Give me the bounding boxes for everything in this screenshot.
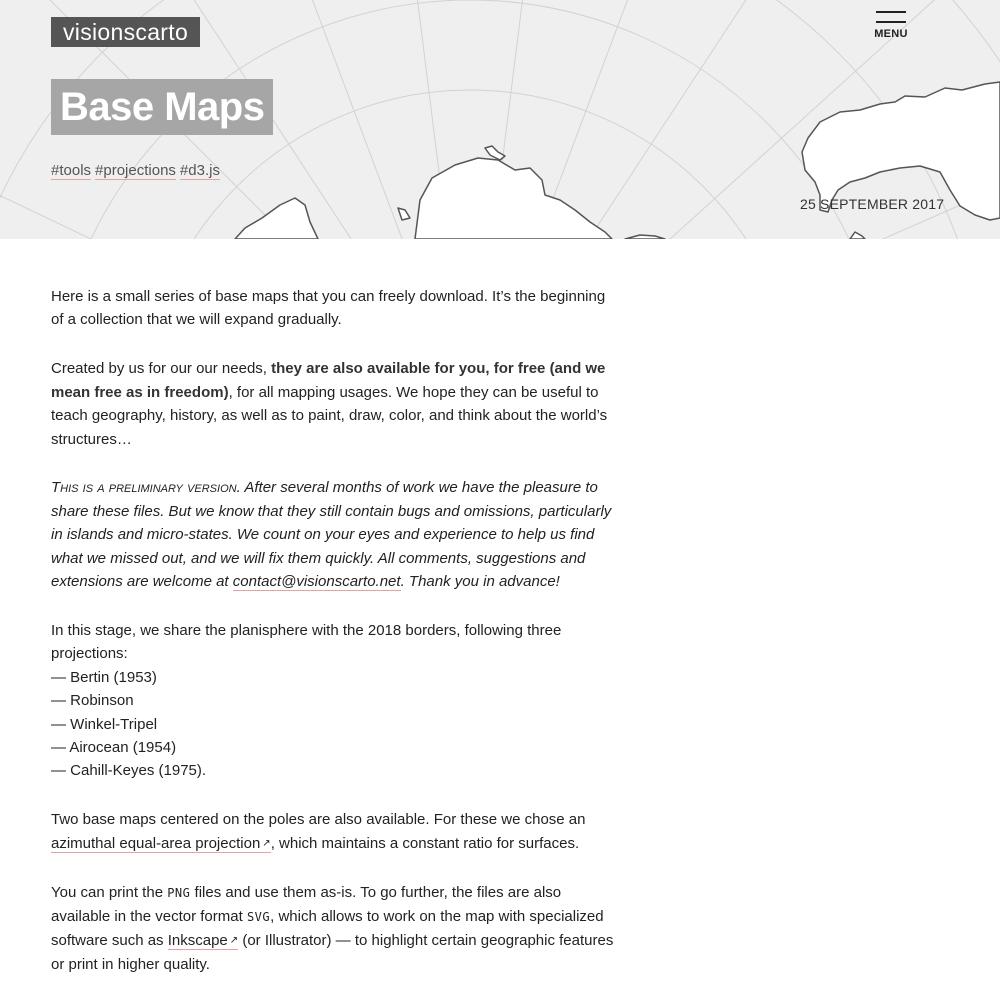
article-body: [51, 285, 616, 1002]
tag-projections[interactable]: #projections: [95, 162, 176, 179]
projection-item: — Winkel-Tripel: [51, 715, 158, 733]
projections-paragraph: [51, 619, 616, 783]
projection-item: — Airocean (1954): [51, 739, 177, 756]
tag-tools[interactable]: #tools: [51, 162, 92, 179]
projection-item: — Cahill-Keyes (1975).: [51, 762, 207, 780]
poles-text-start: Two base maps centered on the poles are also available. For these we chose an: [51, 811, 586, 829]
license-text-start: Created by us for our our needs,: [51, 360, 272, 378]
page-title: Base Maps: [51, 79, 273, 135]
site-logo[interactable]: visionscarto: [51, 17, 200, 47]
intro-paragraph: Here is a small series of base maps that you can freely download. It’s the beginning of a collection that we will expand gradually.: [51, 288, 606, 329]
azimuthal-projection-link[interactable]: [51, 835, 271, 853]
projection-item: — Bertin (1953): [51, 668, 157, 686]
license-paragraph: [51, 357, 616, 451]
external-link-icon: ↗: [262, 837, 271, 849]
license-text-end: , for all mapping usages. We hope they can be useful to teach geography, history, as well as to paint, draw, color, and think about the world’s structures…: [51, 383, 608, 448]
hero-header: [0, 0, 1000, 239]
projections-intro: In this stage, we share the planisphere with the 2018 borders, following three projections:: [51, 621, 562, 663]
png-format-label: PNG: [167, 885, 191, 900]
formats-text-b: files and use them as-is. To go further, the files are also available in the vector format: [51, 883, 562, 926]
free-license-highlight: they are also available for you, for free (and we mean free as in freedom): [51, 360, 606, 401]
hamburger-icon-bar-2: [876, 21, 906, 23]
publish-date: 25 SEPTEMBER 2017: [800, 196, 945, 212]
menu-label: MENU: [874, 28, 908, 40]
external-link-icon: ↗: [229, 935, 239, 947]
formats-paragraph: [51, 881, 616, 977]
tag-list: [51, 160, 224, 182]
svg-format-label: SVG: [246, 910, 271, 925]
preliminary-notice: [51, 476, 616, 593]
preliminary-thanks: . Thank you in advance!: [400, 573, 560, 591]
formats-text-d: (or Illustrator) — to highlight certain geographic features or print in higher quality.: [51, 932, 614, 973]
poles-paragraph: [51, 808, 616, 855]
poles-text-end: , which maintains a constant ratio for surfaces.: [270, 834, 580, 852]
preliminary-label: This is a preliminary version: [51, 479, 237, 497]
azimuthal-link-label: azimuthal equal-area projection: [51, 834, 261, 852]
hamburger-icon: [876, 11, 906, 13]
inkscape-link[interactable]: [168, 932, 238, 950]
formats-text-c: , which allows to work on the map with specialized software such as: [51, 908, 604, 950]
projection-item: — Robinson: [51, 692, 134, 710]
tag-d3js[interactable]: #d3.js: [179, 162, 220, 179]
preliminary-text: . After several months of work we have the pleasure to share these files. But we know that they still contain bugs and omissions, particularly in islands and micro-states. We count on your eyes and experience to help us find what we missed out, and we will fix them quickly. All comments, suggestions and extensions are welcome at: [51, 479, 612, 591]
formats-text-a: You can print the: [51, 883, 168, 901]
inkscape-link-label: Inkscape: [167, 932, 228, 950]
menu-button[interactable]: [872, 11, 910, 57]
contact-email-link[interactable]: contact@visionscarto.net: [232, 573, 401, 591]
